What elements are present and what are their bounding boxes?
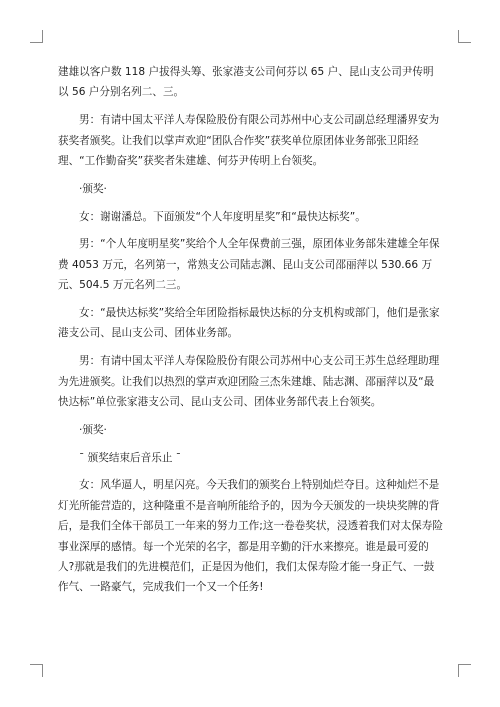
paragraph: 男：有请中国太平洋人寿保险股份有限公司苏州中心支公司王苏生总经理助理为先进颁奖。让我们以热烈的掌声欢迎团险三杰朱建雄、陆志渊、邵丽萍以及“最快达标”单位张家港支公司、昆山支公司、团体业务部代表上台领奖。 [58, 355, 440, 409]
paragraph: ¯ 颁奖结束后音乐止 ¯ [79, 451, 182, 464]
crop-mark-top-right [458, 30, 471, 43]
paragraph: 男：有请中国太平洋人寿保险股份有限公司苏州中心支公司副总经理潘界安为获奖者颁奖。让我们以掌声欢迎“团队合作奖”获奖单位原团体业务部张卫阳经理、“工作勤奋奖”获奖者朱建雄、何芬尹传明上台领奖。 [58, 114, 440, 168]
paragraph: 女：风华逼人，明星闪亮。今天我们的颁奖台上特别灿烂夺目。这种灿烂不是灯光所能营造的，这种隆重不是音响所能给予的，因为今天颁发的一块块奖牌的背后，是我们全体干部员工一年来的努力工作;这一卷卷奖状，浸透着我们对太保寿险事业深厚的感情。每一个光荣的名字，都是用辛勤的汗水来擦亮。谁是最可爱的人?那就是我们的先进模范们，正是因为他们，我们太保寿险才能一身正气、一鼓作气、一路豪气，完成我们一个又一个任务! [58, 479, 443, 594]
paragraph: 女：“最快达标奖”奖给全年团险指标最快达标的分支机构或部门，他们是张家港支公司、昆山支公司、团体业务部。 [58, 307, 440, 340]
paragraph: ·颁奖· [79, 182, 107, 195]
paragraph: 男：“个人年度明星奖”奖给个人全年保费前三强，原团体业务部朱建雄全年保费 4053 万元，名列第一，常熟支公司陆志渊、昆山支公司邵丽萍以 530.66 万元、504.5 万元名列二三。 [58, 238, 440, 292]
paragraph: 建雄以客户数 118 户拔得头筹、张家港支公司何芬以 65 户、昆山支公司尹传明以 56 户分别名列二、三。 [58, 66, 434, 99]
crop-mark-top-left [30, 30, 43, 43]
crop-mark-bottom-right [458, 664, 471, 677]
crop-mark-bottom-left [30, 664, 43, 677]
paragraph: 女：谢谢潘总。下面颁发“个人年度明星奖”和“最快达标奖”。 [79, 210, 366, 223]
paragraph: ·颁奖· [79, 423, 107, 436]
document-body [58, 62, 444, 605]
